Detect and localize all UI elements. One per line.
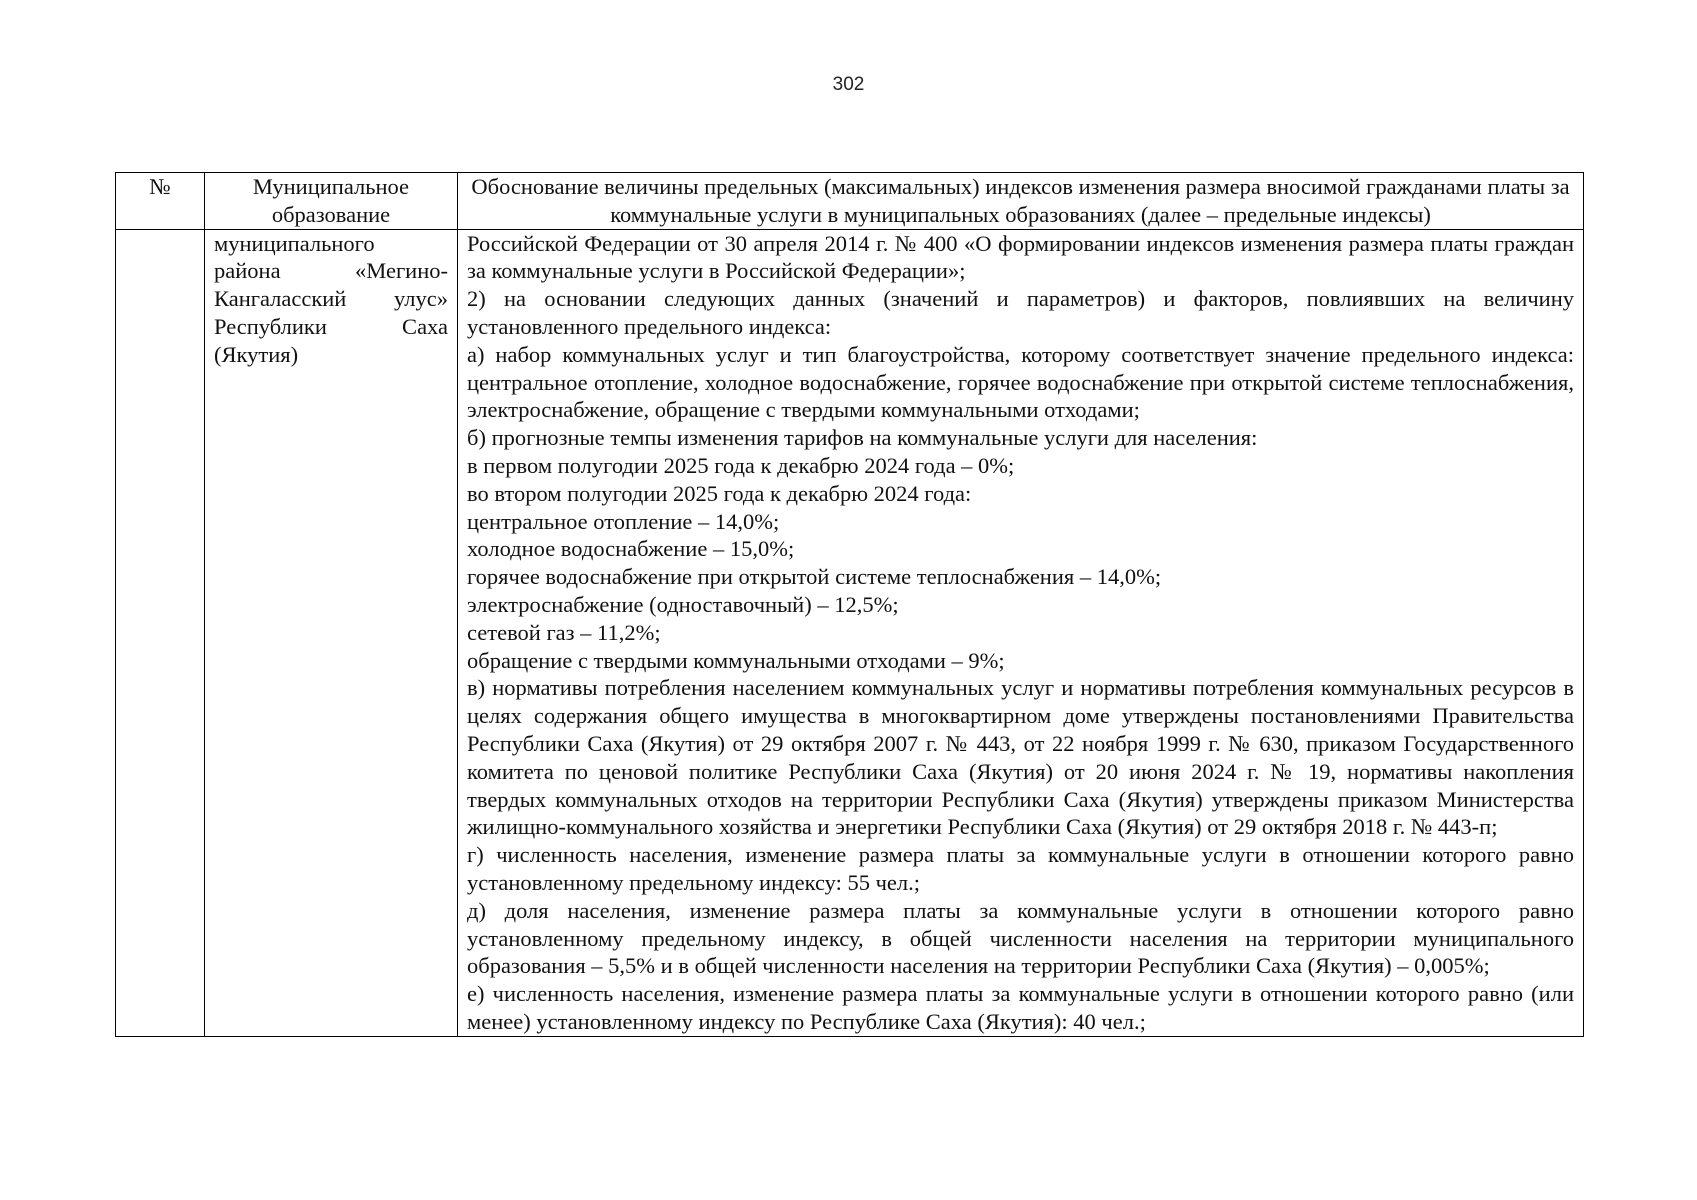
paragraph: во втором полугодии 2025 года к декабрю 2024 года:	[467, 480, 972, 506]
header-number: №	[116, 173, 205, 230]
cell-municipality	[205, 229, 458, 1036]
paragraph: в) нормативы потребления населением коммунальных услуг и нормативы потребления коммунальных ресурсов в целях содержания общего имущества в многоквартирном доме утверждены постановлениями Правительства Республики Саха (Якутия) от 29 октября 2007 г. № 443, от 22 ноября 1999 г. № 630, приказом Государственного комитета по ценовой политике Республики Саха (Якутия) от 20 июня 2024 г. № 19, нормативы накопления твердых коммунальных отходов на территории Республики Саха (Якутия) утверждены приказом Министерства жилищно-коммунального хозяйства и энергетики Республики Саха (Якутия) от 29 октября 2018 г. № 443-п;	[467, 675, 1574, 840]
cell-number	[116, 229, 205, 1036]
paragraph: холодное водоснабжение – 15,0%;	[467, 536, 795, 562]
municipality-line: муниципального	[214, 230, 375, 256]
header-justification: Обоснование величины предельных (максимальных) индексов изменения размера вносимой гражданами платы за коммунальные услуги в муниципальных образованиях (далее – предельные индексы)	[458, 173, 1584, 230]
paragraph: 2) на основании следующих данных (значений и параметров) и факторов, повлиявших на величину установленного предельного индекса:	[467, 286, 1574, 339]
paragraph: обращение с твердыми коммунальными отходами – 9%;	[467, 647, 1005, 673]
paragraph: Российской Федерации от 30 апреля 2014 г. № 400 «О формировании индексов изменения размера платы граждан за коммунальные услуги в Российской Федерации»;	[467, 230, 1574, 284]
table-header-row	[116, 173, 1584, 230]
paragraph: г) численность населения, изменение размера платы за коммунальные услуги в отношении которого равно установленному предельному индексу: 55 чел.;	[467, 842, 1574, 895]
paragraph: д) доля населения, изменение размера платы за коммунальные услуги в отношении которого равно установленному предельному индексу, в общей численности населения на территории муниципального образования – 5,5% и в общей численности населения на территории Республики Саха (Якутия) – 0,005%;	[467, 897, 1574, 979]
page-number: 302	[832, 74, 865, 95]
municipality-line: Республики Саха	[214, 313, 448, 339]
indices-table	[115, 172, 1584, 1037]
paragraph: а) набор коммунальных услуг и тип благоустройства, которому соответствует значение предельного индекса: центральное отопление, холодное водоснабжение, горячее водоснабжение при открытой системе теплоснабжения, электроснабжение, обращение с твердыми коммунальными отходами;	[467, 341, 1574, 423]
paragraph: сетевой газ – 11,2%;	[467, 619, 661, 645]
table-row	[116, 229, 1584, 1036]
municipality-line: района «Мегино-	[214, 258, 448, 284]
paragraph: в первом полугодии 2025 года к декабрю 2024 года – 0%;	[467, 452, 1015, 478]
paragraph: горячее водоснабжение при открытой системе теплоснабжения – 14,0%;	[467, 564, 1162, 590]
cell-justification	[458, 229, 1584, 1036]
municipality-line: Кангаласский улус»	[214, 286, 448, 312]
paragraph: б) прогнозные темпы изменения тарифов на коммунальные услуги для населения:	[467, 425, 1258, 451]
header-municipality: Муниципальное образование	[205, 173, 458, 230]
paragraph: е) численность населения, изменение размера платы за коммунальные услуги в отношении которого равно (или менее) установленному индексу по Республике Саха (Якутия): 40 чел.;	[467, 981, 1574, 1034]
municipality-line: (Якутия)	[214, 341, 299, 367]
paragraph: центральное отопление – 14,0%;	[467, 508, 780, 534]
paragraph: электроснабжение (одноставочный) – 12,5%;	[467, 591, 899, 617]
